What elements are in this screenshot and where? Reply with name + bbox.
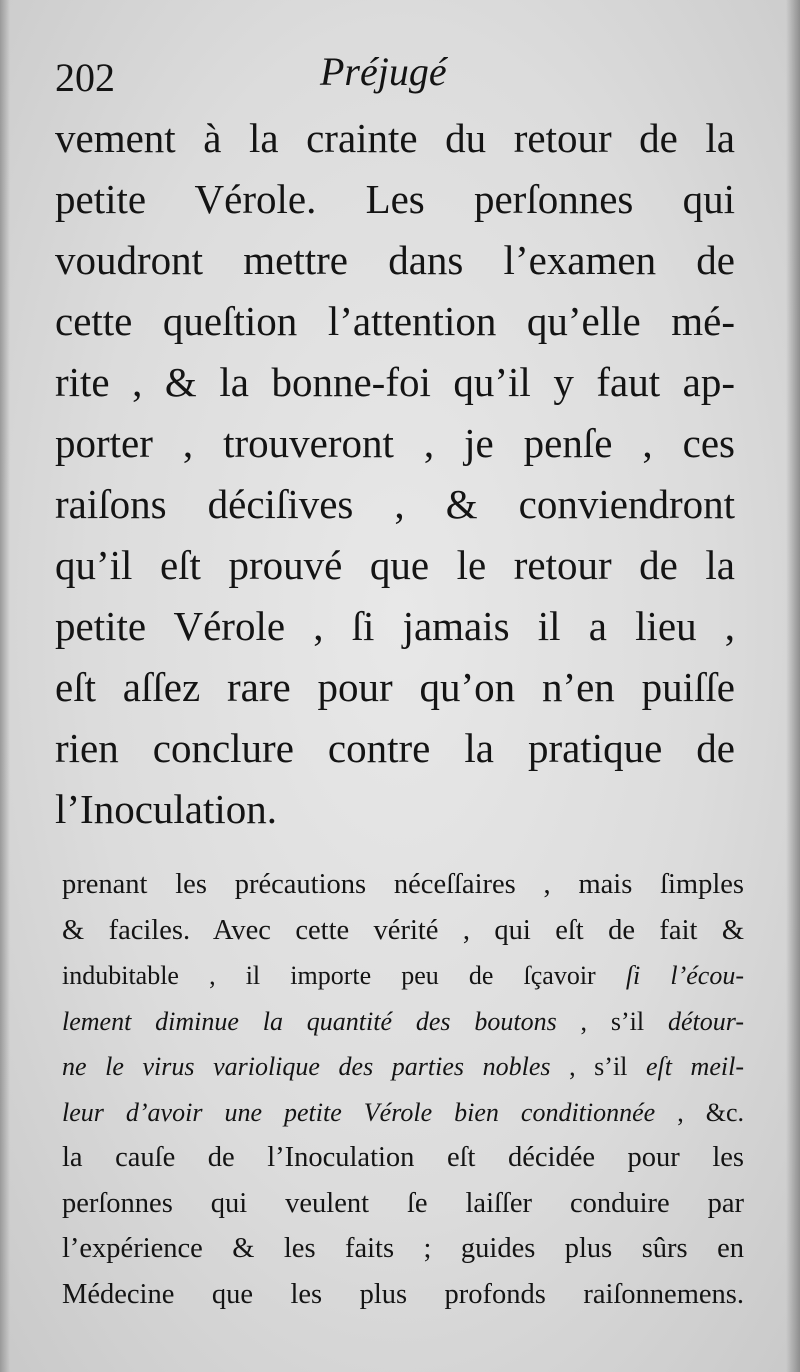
text-line: rien conclure contre la pratique de <box>55 725 735 771</box>
note-line <box>62 1044 744 1090</box>
note-line: perſonnes qui veulent ſe laiſſer conduire par <box>62 1187 744 1219</box>
note-line <box>62 1090 744 1136</box>
note-line: l’expérience & les faits ; guides plus sûrs en <box>62 1233 744 1264</box>
note-italic-run: ne le virus variolique des parties nobles <box>62 1052 551 1081</box>
page-header <box>55 46 735 106</box>
note-italic-run: détour- <box>667 1006 744 1036</box>
note-italic-run: eſt meil- <box>645 1052 744 1081</box>
text-line: vement à la crainte du retour de la <box>55 115 735 161</box>
note-text-block <box>62 862 744 1317</box>
note-italic-run: lement diminue la quantité des boutons <box>62 1006 557 1036</box>
page-right-edge-shadow <box>786 0 800 1372</box>
main-text-block <box>55 108 735 840</box>
note-line <box>62 953 744 999</box>
page-left-edge-shadow <box>0 0 10 1372</box>
text-line: eſt aſſez rare pour qu’on n’en puiſſe <box>55 664 735 710</box>
text-line: porter , trouveront , je penſe , ces <box>55 420 735 466</box>
text-line: voudront mettre dans l’examen de <box>55 237 735 283</box>
note-roman-run: , s’il <box>550 1052 646 1081</box>
note-roman-run: , &c. <box>655 1097 744 1127</box>
note-line: Médecine que les plus profonds raiſonnemens. <box>62 1278 744 1310</box>
text-line: qu’il eſt prouvé que le retour de la <box>55 542 735 588</box>
text-line: petite Vérole , ſi jamais il a lieu , <box>55 603 735 649</box>
note-italic-run: ſi l’écou- <box>625 961 744 990</box>
note-italic-run: leur d’avoir une petite Vérole bien conditionnée <box>62 1097 656 1127</box>
text-line: petite Vérole. Les perſonnes qui <box>55 176 735 222</box>
running-title: Préjugé <box>320 49 447 94</box>
note-line <box>62 999 744 1045</box>
note-roman-run: , s’il <box>556 1006 668 1036</box>
text-line: l’Inoculation. <box>55 786 278 832</box>
page-number: 202 <box>55 55 115 100</box>
text-line: rite , & la bonne-foi qu’il y faut ap- <box>55 359 735 405</box>
note-roman-run: indubitable , il importe peu de ſçavoir <box>62 961 626 990</box>
note-line: la cauſe de l’Inoculation eſt décidée pour les <box>62 1142 744 1173</box>
note-line: prenant les précautions néceſſaires , mais ſimples <box>62 869 744 900</box>
text-line: cette queſtion l’attention qu’elle mé- <box>55 298 735 344</box>
text-line: raiſons déciſives , & conviendront <box>55 481 735 527</box>
note-line: & faciles. Avec cette vérité , qui eſt de fait & <box>62 914 744 946</box>
